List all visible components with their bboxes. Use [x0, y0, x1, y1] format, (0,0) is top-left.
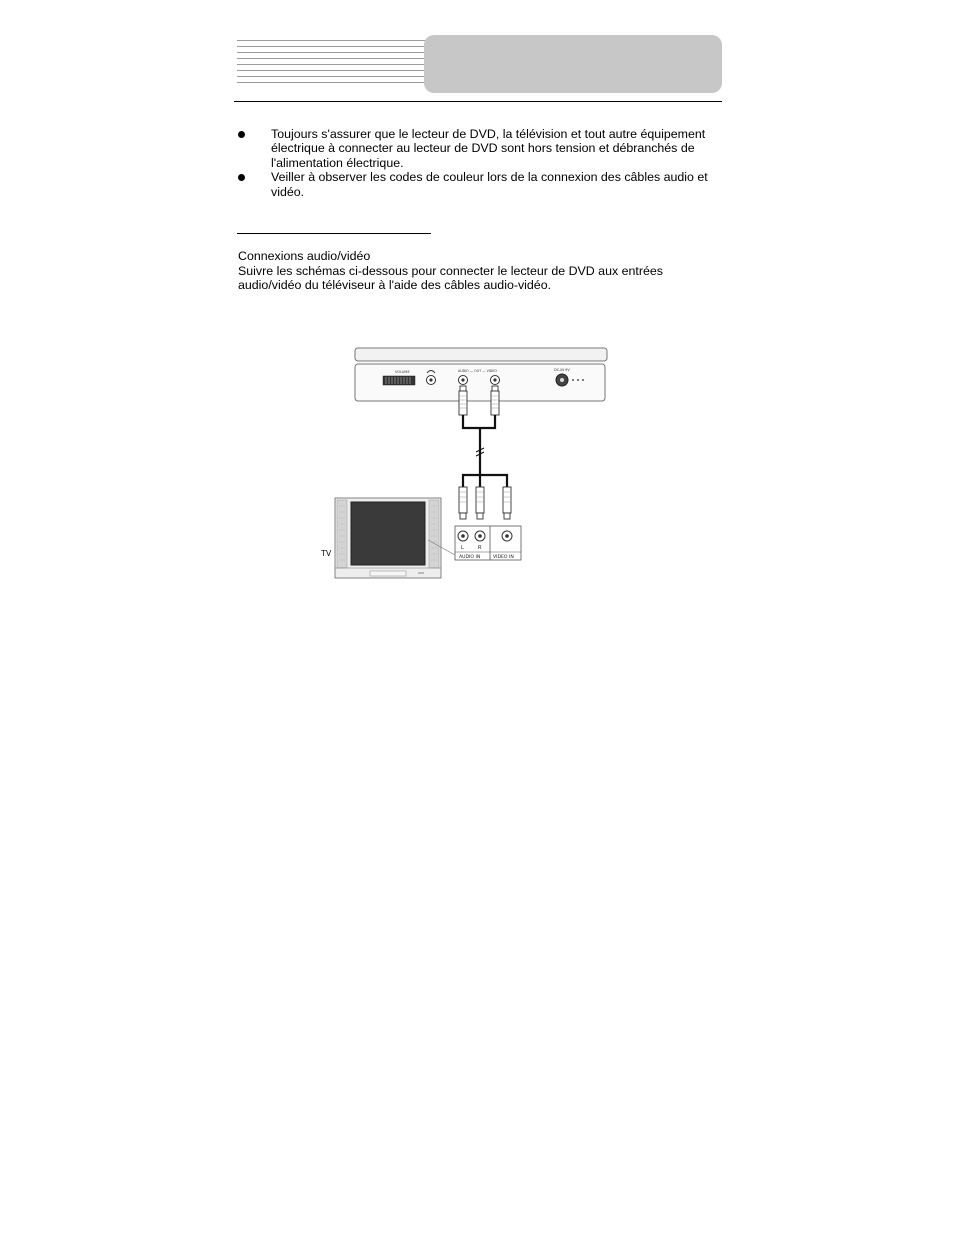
av-cable — [463, 415, 507, 487]
section-title: Connexions audio/vidéo — [238, 249, 371, 263]
header-decoration — [237, 40, 427, 84]
header-rule — [234, 101, 722, 102]
list-item-text: Veiller à observer les codes de couleur lors de la connexion des câbles audio et vidéo. — [271, 170, 708, 199]
audio-in-label: AUDIO IN — [459, 555, 481, 560]
tv-label: TV — [321, 549, 332, 558]
list-item-text: Toujours s'assurer que le lecteur de DVD, la télévision et tout autre équipement électrique à connecter au lecteur de DVD sont hors tension et débranchés de l'alimentation électrique. — [271, 127, 706, 170]
section-divider — [237, 233, 431, 234]
av-out-label: AUDIO — OUT — VIDEO — [458, 369, 498, 373]
list-item — [237, 127, 717, 170]
bullet-icon — [238, 174, 245, 181]
dvd-player-lid — [355, 348, 607, 361]
jack-l-label: L — [461, 545, 464, 551]
bullet-icon — [238, 131, 245, 138]
section-body: Suivre les schémas ci-dessous pour connecter le lecteur de DVD aux entrées audio/vidéo du téléviseur à l'aide des câbles audio-vidéo. — [238, 263, 663, 293]
precautions-list — [237, 127, 717, 199]
list-item — [237, 170, 717, 199]
av-connections-section — [238, 249, 718, 293]
connection-diagram — [320, 340, 620, 585]
video-in-label: VIDEO IN — [493, 555, 514, 560]
volume-label: VOLUME — [395, 370, 410, 374]
dvd-plug-left — [459, 386, 467, 415]
dvd-plug-right — [491, 386, 499, 415]
tv-screen — [351, 502, 425, 565]
jack-r-label: R — [478, 545, 482, 551]
header-tab — [424, 35, 722, 93]
dc-in-label: DC-IN 9V — [554, 368, 570, 372]
tv-illustration — [335, 498, 441, 578]
